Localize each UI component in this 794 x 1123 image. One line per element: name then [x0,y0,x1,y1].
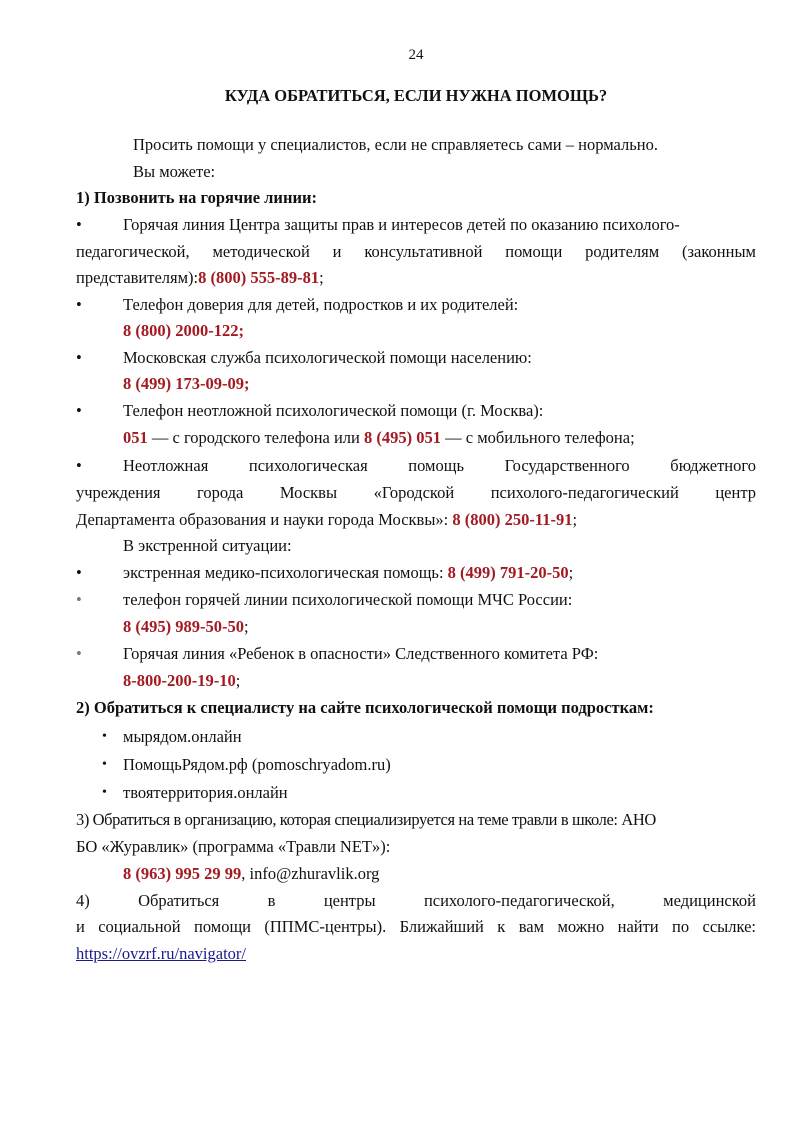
hotline-item-5-line-2: учреждения города Москвы «Городской психолого-педагогический центр [76,483,756,502]
bullet-icon: • [76,644,82,663]
bullet-icon: • [76,590,82,609]
section-1-heading: 1) Позвонить на горячие линии: [76,188,317,207]
page-title: КУДА ОБРАТИТЬСЯ, ЕСЛИ НУЖНА ПОМОЩЬ? [224,86,608,105]
bullet-icon: • [76,295,82,314]
bullet-icon: • [76,401,82,420]
phone-number[interactable]: 8 (963) 995 29 99 [123,864,242,883]
hotline-item-1-line-3: представителям):8 (800) 555-89-81; [76,268,324,287]
bullet-icon: • [76,215,82,234]
hotline-item-5-line-3: Департамента образования и науки города Москвы»: 8 (800) 250-11-91; [76,510,578,529]
phone-number[interactable]: 8 (800) 555-89-81 [198,268,320,287]
phone-number[interactable]: 8 (800) 2000-122; [123,321,244,340]
phone-number[interactable]: 8 (499) 173-09-09; [123,374,250,393]
phone-number[interactable]: 8-800-200-19-10 [123,671,236,690]
phone-number[interactable]: 8 (800) 250-11-91 [452,510,573,529]
bullet-icon: • [102,785,107,800]
section-3-contacts: 8 (963) 995 29 99, info@zhuravlik.org [123,864,380,883]
emergency-item-2-phone: 8 (495) 989-50-50; [123,617,249,636]
section-4-link-line [76,944,246,964]
emergency-label: В экстренной ситуации: [123,536,292,555]
phone-number[interactable]: 051 [123,428,148,447]
intro-line-1: Просить помощи у специалистов, если не справляетесь сами – нормально. [133,135,658,154]
emergency-item-3-phone: 8-800-200-19-10; [123,671,241,690]
page-number: 24 [408,47,424,63]
bullet-icon: • [76,348,82,367]
navigator-link[interactable]: https://ovzrf.ru/navigator/ [76,944,247,963]
email-link[interactable]: info@zhuravlik.org [249,864,380,883]
section-3-line-1: 3) Обратиться в организацию, которая специализируется на теме травли в школе: АНО [76,810,656,829]
section-2-heading: 2) Обратиться к специалисту на сайте психологической помощи подросткам: [76,698,654,717]
section-4-line-2: и социальной помощи (ППМС-центры). Ближайший к вам можно найти по ссылке: [76,917,756,936]
phone-number[interactable]: 8 (495) 989-50-50 [123,617,244,636]
section-3-line-2: БО «Журавлик» (программа «Травли NET»): [76,837,391,856]
bullet-icon: • [76,456,82,475]
phone-number[interactable]: 8 (495) 051 [364,428,441,447]
phone-number[interactable]: 8 (499) 791-20-50 [447,563,569,582]
bullet-icon: • [76,563,82,582]
bullet-icon: • [102,729,107,744]
intro-line-2: Вы можете: [133,162,216,181]
hotline-item-1-line-2: педагогической, методической и консультативной помощи родителям (законным [76,242,756,261]
hotline-item-4-phones: 051 — с городского телефона или 8 (495) 051 — с мобильного телефона; [123,428,635,447]
section-4-line-1: 4) Обратиться в центры психолого-педагогической, медицинской [76,891,756,910]
bullet-icon: • [102,757,107,772]
